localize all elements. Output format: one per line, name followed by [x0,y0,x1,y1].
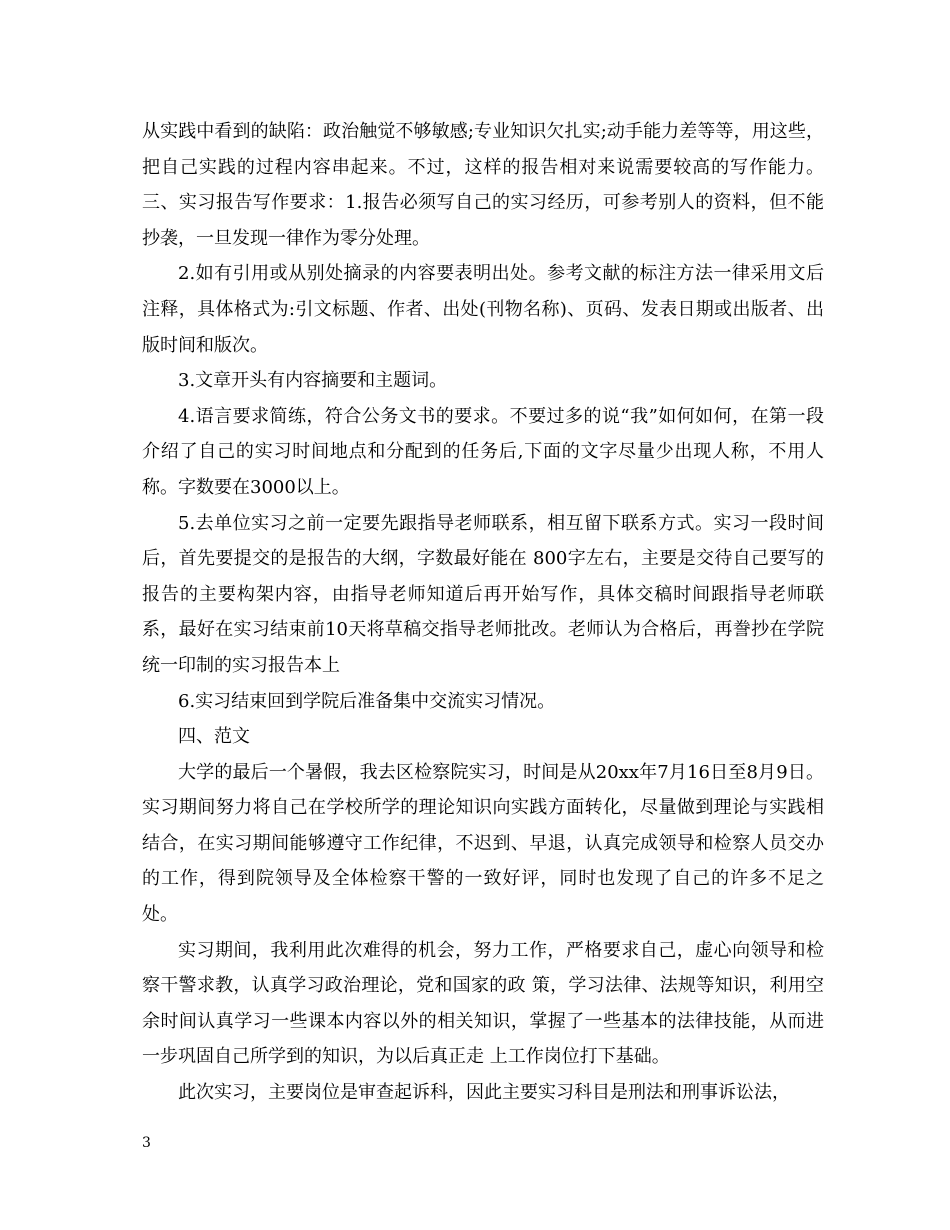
paragraph-3: 3.文章开头有内容摘要和主题词。 [178,370,448,392]
paragraph-9: 此次实习，主要岗位是审查起诉科，因此主要实习科目是刑法和刑事诉讼法， [178,1082,790,1104]
paragraph-1: 从实践中看到的缺陷：政治触觉不够敏感;专业知识欠扎实;动手能力差等等，用这些，把自己实践的过程内容串起来。不过，这样的报告相对来说需要较高的写作能力。三、实习报告写作要求：1.报告必须写自己的实习经历，可参考别人的资料，但不能抄袭，一旦发现一律作为零分处理。 [142,121,824,249]
paragraph-7: 大学的最后一个暑假，我去区检察院实习，时间是从20xx年7月16日至8月9日。实习期间努力将自己在学校所学的理论知识向实践方面转化，尽量做到理论与实践相结合，在实习期间能够遵守工作纪律，不迟到、早退，认真完成领导和检察人员交办的工作，得到院领导及全体检察干警的一致好评，同时也发现了自己的许多不足之处。 [142,761,824,926]
page-number: 3 [142,1135,151,1151]
paragraph-6: 6.实习结束回到学院后准备集中交流实习情况。 [178,690,556,712]
paragraph-2: 2.如有引用或从别处摘录的内容要表明出处。参考文献的标注方法一律采用文后注释，具体格式为:引文标题、作者、出处(刊物名称)、页码、发表日期或出版者、出版时间和版次。 [142,263,824,356]
paragraph-5: 5.去单位实习之前一定要先跟指导老师联系，相互留下联系方式。实习一段时间后，首先要提交的是报告的大纲，字数最好能在 800字左右，主要是交待自己要写的报告的主要构架内容，由指导老师知道后再开始写作，具体交稿时间跟指导老师联系，最好在实习结束前10天将草稿交指导老师批改。老师认为合格后，再誊抄在学院统一印制的实习报告本上 [142,512,824,676]
body-text [142,114,824,1111]
paragraph-8: 实习期间，我利用此次难得的机会，努力工作，严格要求自己，虚心向领导和检察干警求教，认真学习政治理论，党和国家的政 策，学习法律、法规等知识，利用空余时间认真学习一些课本内容以外的相关知识，掌握了一些基本的法律技能，从而进一步巩固自己所学到的知识，为以后真正走 上工作岗位打下基础。 [142,939,824,1068]
section-heading: 四、范文 [178,726,250,748]
paragraph-4: 4.语言要求简练，符合公务文书的要求。不要过多的说“我”如何如何，在第一段介绍了自己的实习时间地点和分配到的任务后,下面的文字尽量少出现人称，不用人称。字数要在3000以上。 [142,405,824,498]
